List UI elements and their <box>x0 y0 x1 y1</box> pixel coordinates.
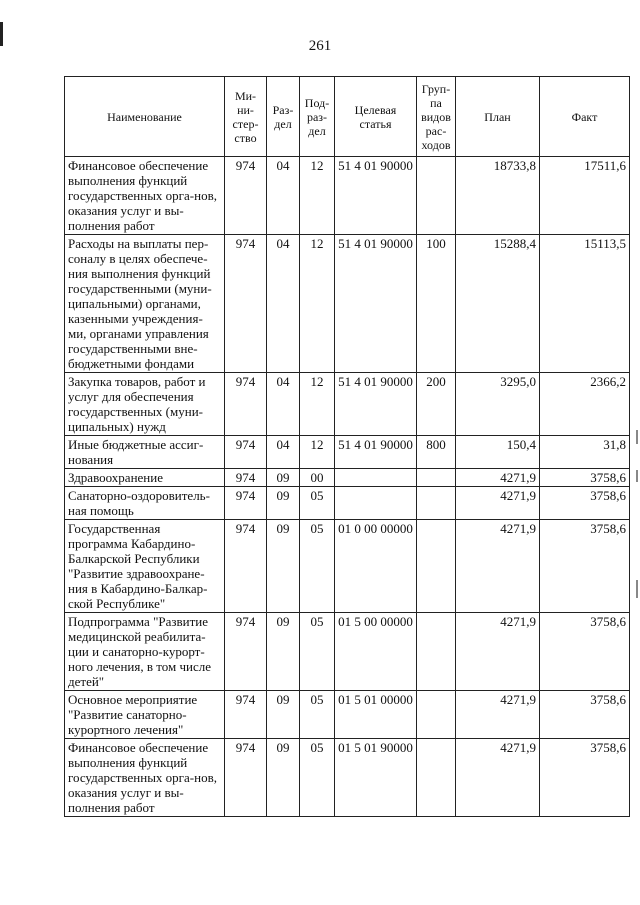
header-name: Наименование <box>65 77 225 157</box>
scan-edge-mark <box>636 430 638 444</box>
cell-expense-group <box>417 520 456 613</box>
table-row <box>65 739 630 817</box>
table-row <box>65 373 630 436</box>
cell-section: 04 <box>267 235 300 373</box>
table-row <box>65 613 630 691</box>
cell-fact: 3758,6 <box>540 487 630 520</box>
page-number: 261 <box>308 38 332 54</box>
cell-name: Подпрограмма "Развитие медицинской реабилита-ции и санаторно-курорт-ного лечения, в том числе детей" <box>65 613 225 691</box>
cell-expense-group <box>417 469 456 487</box>
cell-section: 09 <box>267 469 300 487</box>
cell-ministry: 974 <box>225 235 267 373</box>
cell-target-article: 51 4 01 90000 <box>335 373 417 436</box>
cell-fact: 2366,2 <box>540 373 630 436</box>
header-plan: План <box>456 77 540 157</box>
cell-ministry: 974 <box>225 436 267 469</box>
cell-section: 09 <box>267 739 300 817</box>
cell-plan: 4271,9 <box>456 487 540 520</box>
cell-subsection: 12 <box>300 157 335 235</box>
cell-fact: 31,8 <box>540 436 630 469</box>
header-expense-group: Груп- па видов рас- ходов <box>417 77 456 157</box>
cell-expense-group <box>417 157 456 235</box>
cell-ministry: 974 <box>225 157 267 235</box>
cell-section: 04 <box>267 436 300 469</box>
cell-fact: 15113,5 <box>540 235 630 373</box>
cell-fact: 3758,6 <box>540 691 630 739</box>
cell-plan: 3295,0 <box>456 373 540 436</box>
cell-target-article: 01 5 01 90000 <box>335 739 417 817</box>
cell-ministry: 974 <box>225 373 267 436</box>
table-row <box>65 691 630 739</box>
cell-name: Расходы на выплаты пер-соналу в целях обеспече-ния выполнения функций государственными (муни-ципальными) органами, казенными учреждения-ми, органами управления государственными вне-бюджетными фондами <box>65 235 225 373</box>
cell-target-article: 51 4 01 90000 <box>335 157 417 235</box>
table-row <box>65 520 630 613</box>
cell-plan: 4271,9 <box>456 469 540 487</box>
cell-name: Санаторно-оздоровитель-ная помощь <box>65 487 225 520</box>
cell-subsection: 05 <box>300 613 335 691</box>
budget-table <box>64 76 630 817</box>
cell-name: Государственная программа Кабардино-Балкарской Республики "Развитие здравоохране-ния в Кабардино-Балкар-ской Республике" <box>65 520 225 613</box>
header-ministry: Ми- ни- стер- ство <box>225 77 267 157</box>
header-fact: Факт <box>540 77 630 157</box>
cell-expense-group <box>417 691 456 739</box>
cell-expense-group <box>417 739 456 817</box>
cell-section: 04 <box>267 157 300 235</box>
cell-name: Основное мероприятие "Развитие санаторно-курортного лечения" <box>65 691 225 739</box>
table-row <box>65 469 630 487</box>
header-subsection: Под- раз- дел <box>300 77 335 157</box>
cell-target-article: 51 4 01 90000 <box>335 235 417 373</box>
cell-subsection: 05 <box>300 520 335 613</box>
cell-target-article <box>335 487 417 520</box>
cell-expense-group <box>417 487 456 520</box>
cell-name: Финансовое обеспечение выполнения функций государственных орга-нов, оказания услуг и вы-полнения работ <box>65 739 225 817</box>
cell-plan: 150,4 <box>456 436 540 469</box>
cell-name: Иные бюджетные ассиг-нования <box>65 436 225 469</box>
cell-ministry: 974 <box>225 487 267 520</box>
cell-ministry: 974 <box>225 691 267 739</box>
cell-target-article: 01 5 00 00000 <box>335 613 417 691</box>
cell-plan: 18733,8 <box>456 157 540 235</box>
cell-plan: 4271,9 <box>456 739 540 817</box>
cell-name: Закупка товаров, работ и услуг для обеспечения государственных (муни-ципальных) нужд <box>65 373 225 436</box>
cell-fact: 3758,6 <box>540 469 630 487</box>
cell-ministry: 974 <box>225 520 267 613</box>
cell-section: 04 <box>267 373 300 436</box>
cell-target-article <box>335 469 417 487</box>
cell-ministry: 974 <box>225 469 267 487</box>
cell-target-article: 51 4 01 90000 <box>335 436 417 469</box>
cell-ministry: 974 <box>225 613 267 691</box>
cell-section: 09 <box>267 487 300 520</box>
cell-expense-group <box>417 613 456 691</box>
table-row <box>65 157 630 235</box>
cell-target-article: 01 5 01 00000 <box>335 691 417 739</box>
cell-fact: 17511,6 <box>540 157 630 235</box>
cell-section: 09 <box>267 613 300 691</box>
table-row <box>65 487 630 520</box>
cell-plan: 4271,9 <box>456 691 540 739</box>
cell-subsection: 00 <box>300 469 335 487</box>
cell-subsection: 05 <box>300 739 335 817</box>
header-section: Раз- дел <box>267 77 300 157</box>
cell-subsection: 12 <box>300 436 335 469</box>
cell-subsection: 05 <box>300 691 335 739</box>
cell-expense-group: 200 <box>417 373 456 436</box>
cell-subsection: 12 <box>300 235 335 373</box>
table-header-row <box>65 77 630 157</box>
cell-subsection: 12 <box>300 373 335 436</box>
cell-fact: 3758,6 <box>540 739 630 817</box>
cell-fact: 3758,6 <box>540 520 630 613</box>
header-target-article: Целевая статья <box>335 77 417 157</box>
cell-target-article: 01 0 00 00000 <box>335 520 417 613</box>
cell-section: 09 <box>267 691 300 739</box>
cell-plan: 4271,9 <box>456 613 540 691</box>
cell-fact: 3758,6 <box>540 613 630 691</box>
cell-section: 09 <box>267 520 300 613</box>
cell-name: Финансовое обеспечение выполнения функций государственных орга-нов, оказания услуг и вы-полнения работ <box>65 157 225 235</box>
cell-name: Здравоохранение <box>65 469 225 487</box>
scan-edge-mark <box>636 580 638 598</box>
cell-subsection: 05 <box>300 487 335 520</box>
scan-edge-mark <box>636 470 638 482</box>
cell-expense-group: 800 <box>417 436 456 469</box>
table-row <box>65 436 630 469</box>
cell-plan: 15288,4 <box>456 235 540 373</box>
cell-ministry: 974 <box>225 739 267 817</box>
cell-expense-group: 100 <box>417 235 456 373</box>
cell-plan: 4271,9 <box>456 520 540 613</box>
table-row <box>65 235 630 373</box>
